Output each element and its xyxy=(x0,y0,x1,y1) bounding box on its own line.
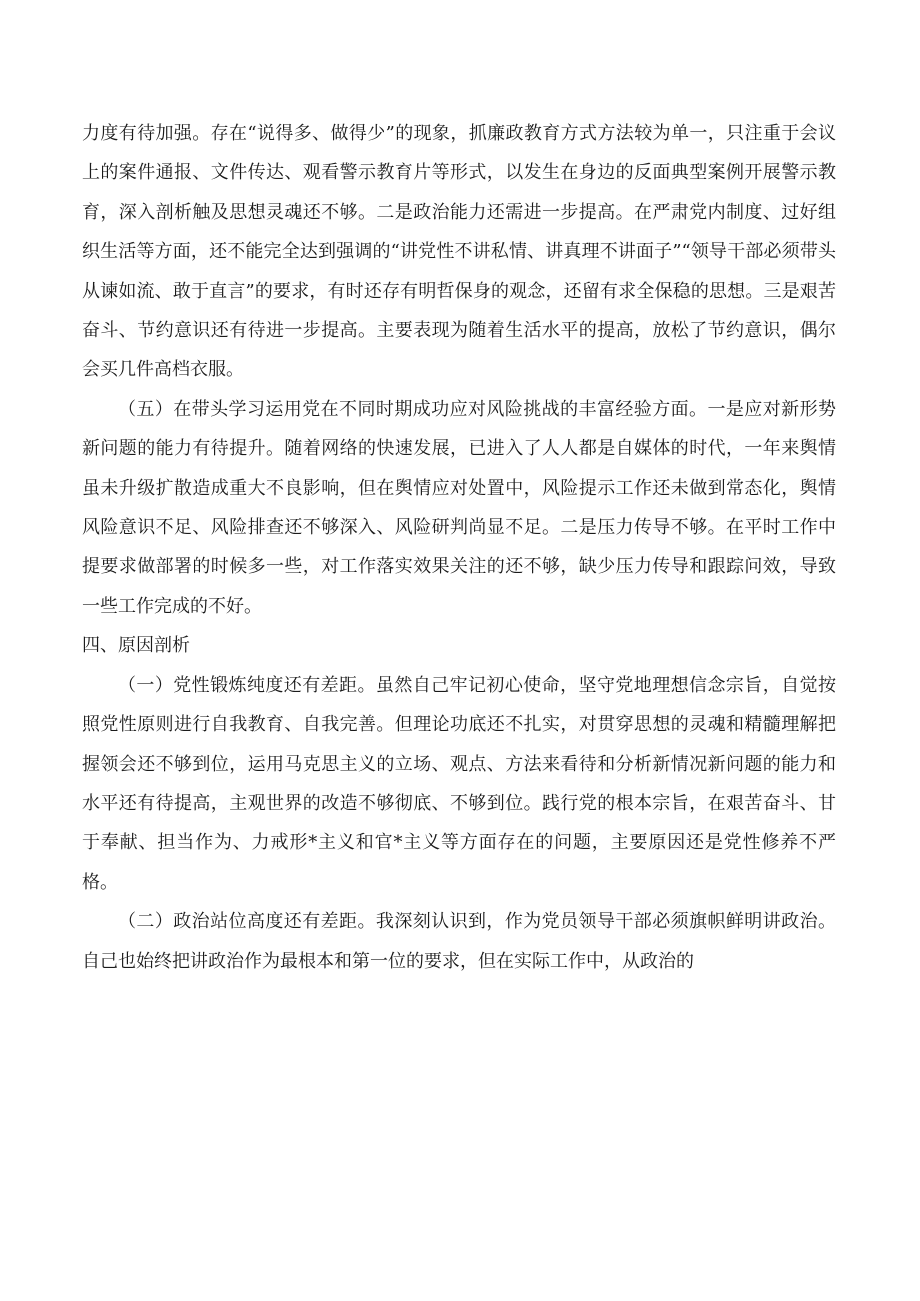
paragraph-section-5: （五）在带头学习运用党在不同时期成功应对风险挑战的丰富经验方面。一是应对新形势新问题的能力有待提升。随着网络的快速发展，已进入了人人都是自媒体的时代，一年来舆情虽未升级扩散造成重大不良影响，但在舆情应对处置中，风险提示工作还未做到常态化，舆情风险意识不足、风险排查还不够深入、风险研判尚显不足。二是压力传导不够。在平时工作中提要求做部署的时候多一些，对工作落实效果关注的还不够，缺少压力传导和跟踪问效，导致一些工作完成的不好。 xyxy=(82,398,836,617)
paragraph-cause-2: （二）政治站位高度还有差距。我深刻认识到，作为党员领导干部必须旗帜鲜明讲政治。自己也始终把讲政治作为最根本和第一位的要求，但在实际工作中，从政治的 xyxy=(82,911,836,972)
document-body xyxy=(82,114,836,981)
paragraph-cause-1: （一）党性锻炼纯度还有差距。虽然自己牢记初心使命，坚守党地理想信念宗旨，自觉按照党性原则进行自我教育、自我完善。但理论功底还不扎实，对贯穿思想的灵魂和精髓理解把握领会还不够到位，运用马克思主义的立场、观点、方法来看待和分析新情况新问题的能力和水平还有待提高，主观世界的改造不够彻底、不够到位。践行党的根本宗旨，在艰苦奋斗、甘于奉献、担当作为、力戒形*主义和官*主义等方面存在的问题，主要原因还是党性修养不严格。 xyxy=(82,674,836,893)
paragraph-continuation: 力度有待加强。存在“说得多、做得少”的现象，抓廉政教育方式方法较为单一，只注重于会议上的案件通报、文件传达、观看警示教育片等形式，以发生在身边的反面典型案例开展警示教育，深入剖析触及思想灵魂还不够。二是政治能力还需进一步提高。在严肃党内制度、过好组织生活等方面，还不能完全达到强调的“讲党性不讲私情、讲真理不讲面子”“领导干部必须带头从谏如流、敢于直言”的要求，有时还存有明哲保身的观念，还留有求全保稳的思想。三是艰苦奋斗、节约意识还有待进一步提高。主要表现为随着生活水平的提高，放松了节约意识，偶尔会买几件高档衣服。 xyxy=(82,123,836,381)
section-heading-cause-analysis: 四、原因剖析 xyxy=(82,635,190,657)
